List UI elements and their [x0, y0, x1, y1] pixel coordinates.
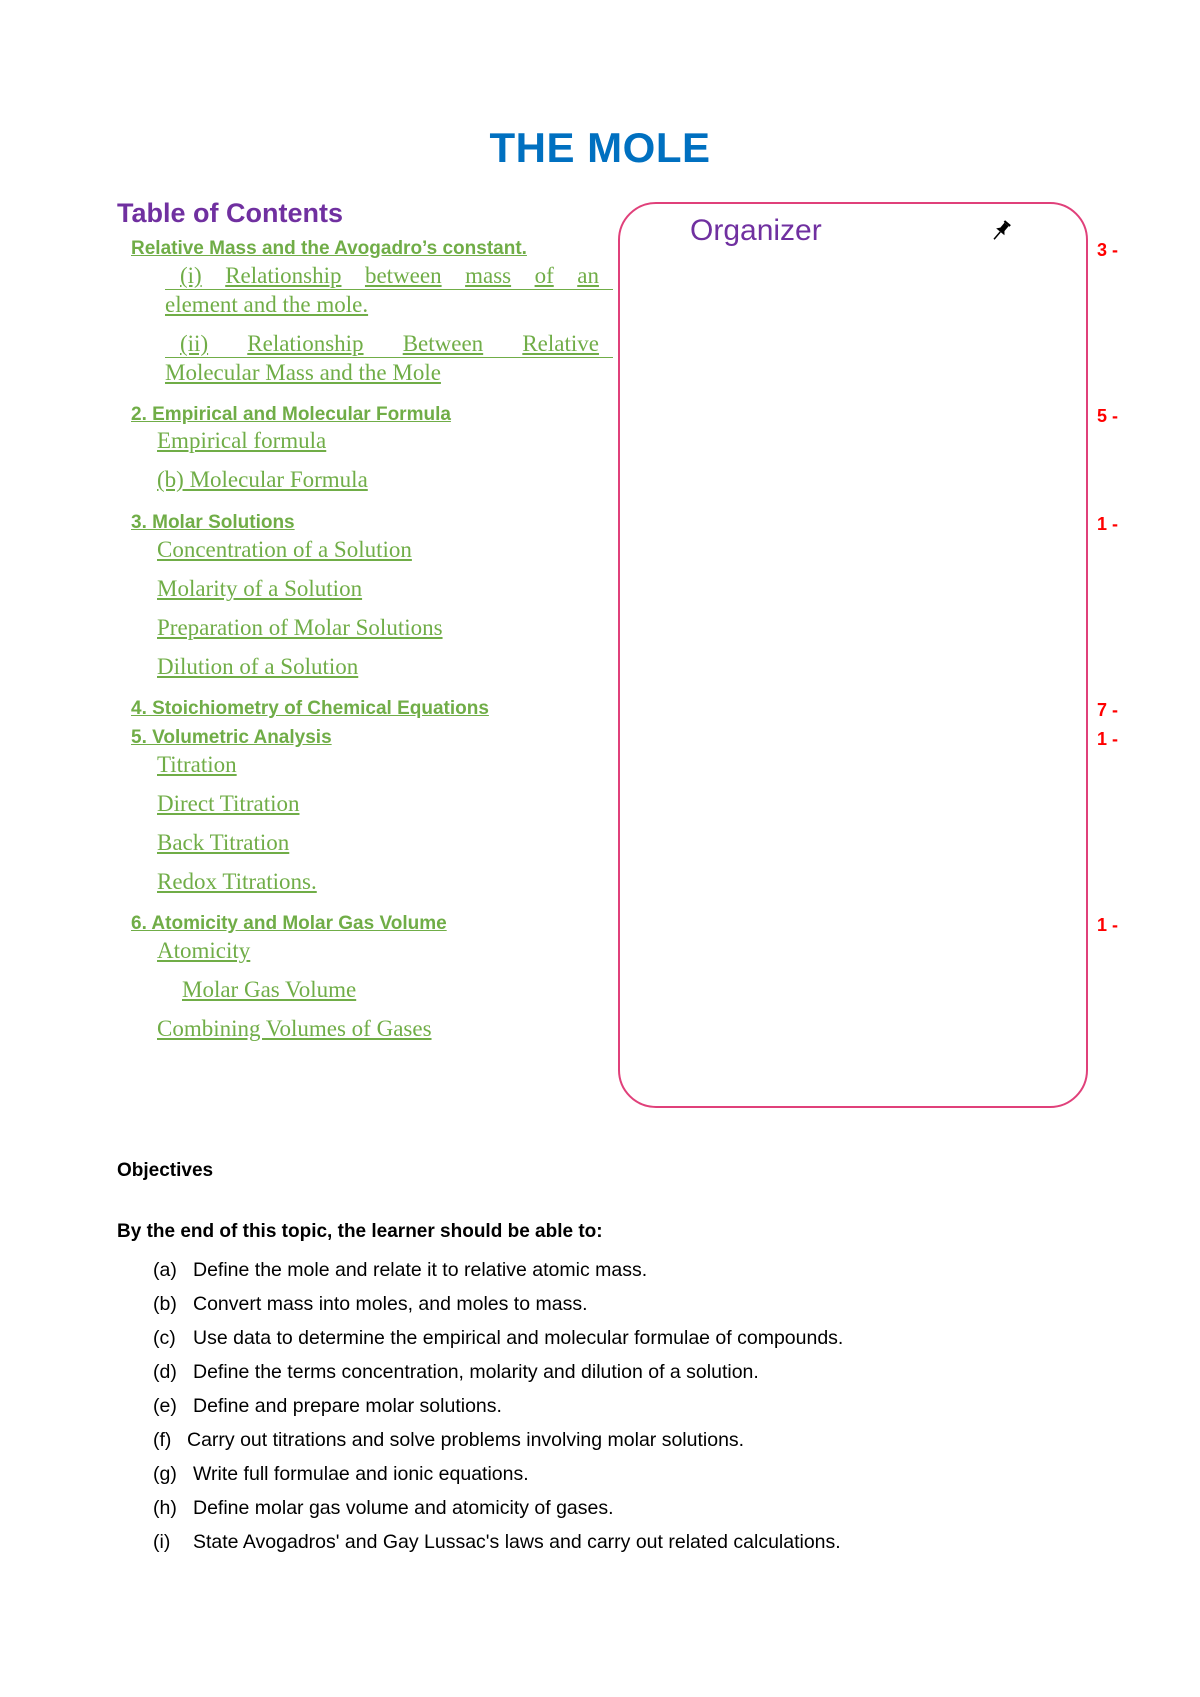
item-letter: (h): [153, 1497, 177, 1519]
toc-link-combining-volumes[interactable]: Combining Volumes of Gases: [157, 1016, 432, 1041]
toc-heading: Table of Contents: [117, 198, 343, 228]
list-item: [153, 1457, 843, 1491]
toc-link-preparation[interactable]: Preparation of Molar Solutions: [157, 615, 443, 640]
item-text: Define the terms concentration, molarity and dilution of a solution.: [193, 1361, 759, 1383]
item-text: Carry out titrations and solve problems involving molar solutions.: [187, 1429, 745, 1451]
toc-link-dilution[interactable]: Dilution of a Solution: [157, 654, 359, 679]
item-letter: (f): [153, 1429, 172, 1451]
toc-link-titration[interactable]: Titration: [157, 752, 237, 777]
document-title: THE MOLE: [489, 124, 711, 171]
toc-link-mass-element-mole-line2[interactable]: element and the mole.: [165, 292, 369, 317]
list-item: [153, 1389, 843, 1423]
toc-link-empirical-formula[interactable]: Empirical formula: [157, 428, 327, 453]
toc-link-direct-titration[interactable]: Direct Titration: [157, 791, 300, 816]
toc-link-molecular-mass-mole-line1[interactable]: [165, 331, 613, 358]
toc-link-atomicity[interactable]: Atomicity: [157, 938, 251, 963]
toc-link-mass-element-mole-line1[interactable]: [165, 263, 613, 290]
toc-link-molarity[interactable]: Molarity of a Solution: [157, 576, 363, 601]
toc-word: between: [364, 263, 442, 288]
toc-page-number: 1 -: [1096, 915, 1118, 935]
pin-icon[interactable]: [988, 218, 1014, 244]
item-letter: (e): [153, 1395, 177, 1417]
toc-word: Relationship: [225, 263, 342, 288]
toc-link-molar-solutions[interactable]: 3. Molar Solutions: [131, 512, 295, 533]
item-letter: (b): [153, 1293, 177, 1315]
list-item: [153, 1253, 843, 1287]
objectives-list: [153, 1253, 843, 1559]
toc-word: mass: [465, 263, 512, 288]
item-letter: (d): [153, 1361, 177, 1383]
item-text: Write full formulae and ionic equations.: [193, 1463, 529, 1485]
toc-link-molecular-formula[interactable]: (b) Molecular Formula: [157, 467, 368, 492]
list-item: [153, 1355, 843, 1389]
organizer-label: Organizer: [690, 214, 822, 247]
toc-word: (ii): [180, 331, 209, 356]
item-text: Define and prepare molar solutions.: [193, 1395, 502, 1417]
objectives-intro: By the end of this topic, the learner should be able to:: [117, 1221, 603, 1242]
toc-word: Between: [402, 331, 484, 356]
toc-link-empirical-molecular[interactable]: 2. Empirical and Molecular Formula: [131, 404, 451, 425]
list-item: [153, 1287, 843, 1321]
toc-link-atomicity-gas-volume[interactable]: 6. Atomicity and Molar Gas Volume: [131, 913, 447, 934]
item-letter: (c): [153, 1327, 176, 1349]
item-letter: (i): [153, 1531, 171, 1553]
toc-link-redox-titrations[interactable]: Redox Titrations.: [157, 869, 317, 894]
toc-word: (i): [180, 263, 202, 288]
toc-word: an: [577, 263, 599, 288]
toc-link-molar-gas-volume[interactable]: Molar Gas Volume: [182, 977, 357, 1002]
organizer-panel[interactable]: [618, 202, 1088, 1108]
list-item: [153, 1491, 843, 1525]
toc-page-number: 1 -: [1096, 514, 1118, 534]
list-item: [153, 1525, 843, 1559]
toc-page-number: 7 -: [1096, 700, 1118, 720]
list-item: [153, 1321, 843, 1355]
item-text: Define the mole and relate it to relative atomic mass.: [193, 1259, 648, 1281]
item-text: State Avogadros' and Gay Lussac's laws and carry out related calculations.: [193, 1531, 841, 1553]
list-item: [153, 1423, 843, 1457]
toc-page-number: 3 -: [1096, 240, 1118, 260]
toc-link-stoichiometry[interactable]: 4. Stoichiometry of Chemical Equations: [131, 698, 489, 719]
toc-link-back-titration[interactable]: Back Titration: [157, 830, 290, 855]
item-text: Convert mass into moles, and moles to mass.: [193, 1293, 588, 1315]
toc-word: Relative: [522, 331, 599, 356]
item-text: Define molar gas volume and atomicity of gases.: [193, 1497, 614, 1519]
objectives-heading: Objectives: [117, 1160, 214, 1181]
toc-link-relative-mass[interactable]: Relative Mass and the Avogadro’s constant.: [131, 238, 527, 259]
toc-link-volumetric-analysis[interactable]: 5. Volumetric Analysis: [131, 727, 332, 748]
toc-word: of: [534, 263, 554, 288]
toc-page-number: 5 -: [1096, 406, 1118, 426]
item-text: Use data to determine the empirical and molecular formulae of compounds.: [193, 1327, 844, 1349]
toc-link-concentration[interactable]: Concentration of a Solution: [157, 537, 412, 562]
item-letter: (a): [153, 1259, 177, 1281]
toc-link-molecular-mass-mole-line2[interactable]: Molecular Mass and the Mole: [165, 360, 441, 385]
item-letter: (g): [153, 1463, 177, 1485]
toc-page-number: 1 -: [1096, 729, 1118, 749]
toc-word: Relationship: [247, 331, 364, 356]
